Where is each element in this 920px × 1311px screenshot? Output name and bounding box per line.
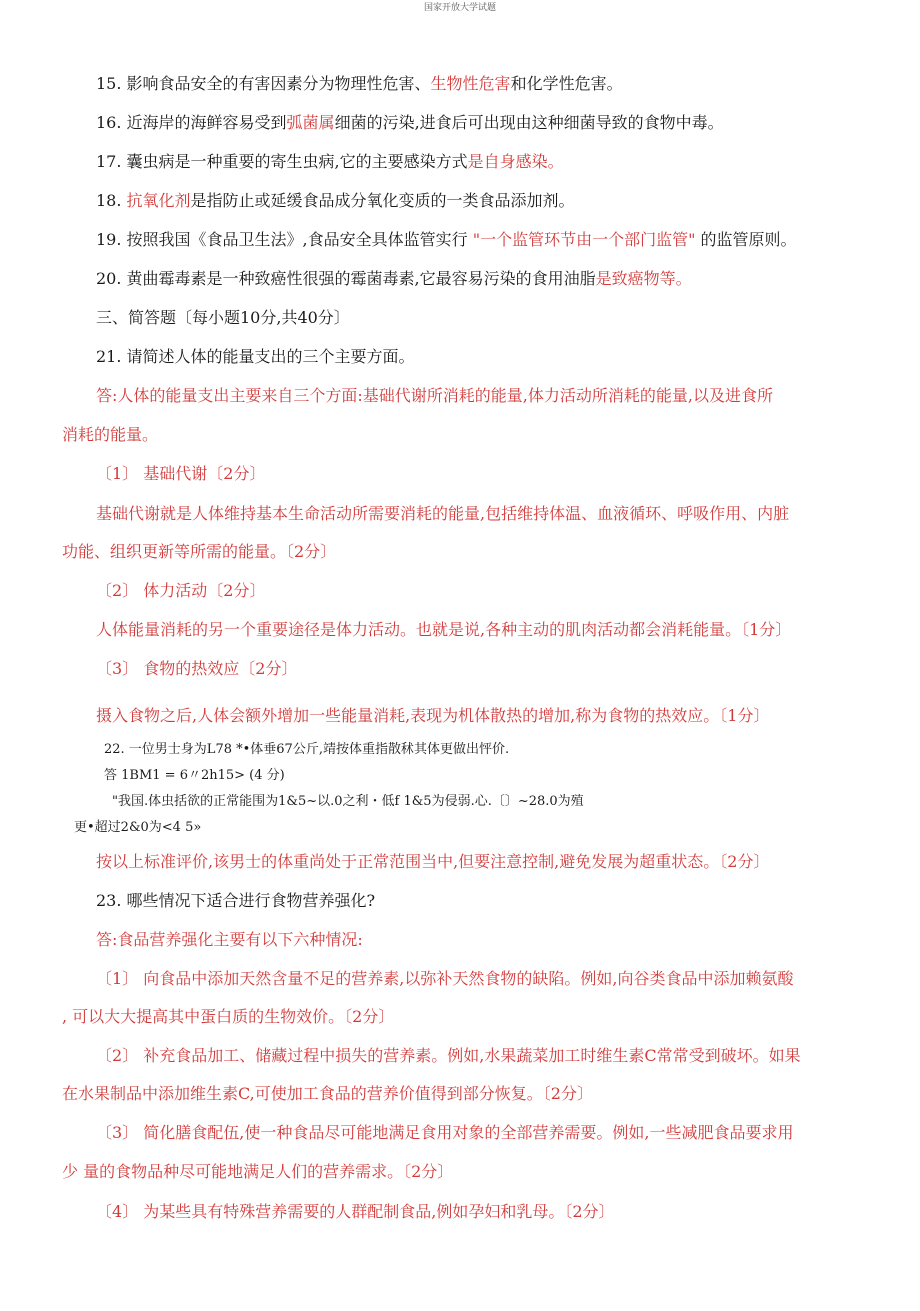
page-header: 国家开放大学试题	[423, 3, 496, 13]
question-21: 21. 请简述人体的能量支出的三个主要方面。	[96, 347, 415, 366]
q19-text-a: 19. 按照我国《食品卫生法》,食品安全具体监管实行	[96, 230, 473, 249]
question-18	[96, 191, 575, 211]
q15-text-c: 和化学性危害。	[510, 74, 623, 93]
q19-text-c: 的监管原则。	[695, 230, 797, 249]
q22-answer-line2: "我国.体虫括欲的正常能围为1&5~以.0之利・低f 1&5为侵弱.心.〔〕~28.0为殖	[112, 794, 584, 809]
q22-answer-line4: 按以上标准评价,该男士的体重尚处于正常范围当中,但要注意控制,避免发展为超重状态。〔2分〕	[96, 852, 770, 871]
q23-item2-line1: 〔2〕 补充食品加工、储藏过程中损失的营养素。例如,水果蔬菜加工时维生素C常常受到破坏。如果	[96, 1046, 801, 1065]
q17-text-a: 17. 囊虫病是一种重要的寄生虫病,它的主要感染方式	[96, 152, 468, 171]
question-17	[96, 152, 564, 172]
q17-answer: 是自身感染。	[467, 152, 564, 171]
q19-answer: "一个监管环节由一个部门监管"	[472, 230, 696, 249]
q16-text-a: 16. 近海岸的海鲜容易受到	[96, 113, 287, 132]
q21-point2-title: 〔2〕 体力活动〔2分〕	[96, 581, 266, 600]
q20-answer: 是致癌物等。	[595, 269, 692, 288]
q21-point1-title: 〔1〕 基础代谢〔2分〕	[96, 464, 266, 483]
q21-point1-line2: 功能、组织更新等所需的能量。〔2分〕	[62, 542, 337, 561]
q22-answer-line1: 答 1BM1 = 6〃2h15> (4 分)	[104, 768, 285, 783]
q18-text-c: 是指防止或延缓食品成分氧化变质的一类食品添加剂。	[190, 191, 575, 210]
q23-item2-line2: 在水果制品中添加维生素C,可使加工食品的营养价值得到部分恢复。〔2分〕	[62, 1084, 593, 1103]
question-23: 23. 哪些情况下适合进行食物营养强化?	[96, 891, 376, 910]
q21-point3-title: 〔3〕 食物的热效应〔2分〕	[96, 659, 298, 678]
question-16	[96, 113, 724, 133]
q18-text-a: 18.	[96, 191, 127, 210]
q18-answer: 抗氧化剂	[126, 191, 191, 210]
q23-item1-line2: , 可以大大提高其中蛋白质的生物效价。〔2分〕	[62, 1007, 395, 1026]
question-20	[96, 269, 692, 289]
q23-item3-line2: 少 量的食物品种尽可能地满足人们的营养需求。〔2分〕	[62, 1162, 454, 1181]
question-22: 22. 一位男士身为L78 *•体垂67公斤,靖按体重指散秫其体更做出怦价.	[104, 742, 510, 757]
q16-answer: 弧菌属	[286, 113, 335, 132]
question-19	[96, 230, 797, 250]
q21-answer-line2: 消耗的能量。	[62, 425, 159, 444]
q16-text-c: 细菌的污染,进食后可出现由这种细菌导致的食物中毒。	[334, 113, 724, 132]
q20-text-a: 20. 黄曲霉毒素是一种致癌性很强的霉菌毒素,它最容易污染的食用油脂	[96, 269, 596, 288]
section-title: 三、简答题〔每小题10分,共40分〕	[96, 308, 350, 327]
question-15	[96, 74, 623, 94]
q23-item4: 〔4〕 为某些具有特殊营养需要的人群配制食品,例如孕妇和乳母。〔2分〕	[96, 1202, 615, 1221]
q22-answer-line3: 更•超过2&0为<4 5»	[74, 820, 202, 835]
q23-item3-line1: 〔3〕 简化膳食配伍,使一种食品尽可能地满足食用对象的全部营养需要。例如,一些减肥食品要求用	[96, 1123, 794, 1142]
q23-item1-line1: 〔1〕 向食品中添加天然含量不足的营养素,以弥补天然食物的缺陷。例如,向谷类食品中添加赖氨酸	[96, 969, 794, 988]
q21-point2-line1: 人体能量消耗的另一个重要途径是体力活动。也就是说,各种主动的肌肉活动都会消耗能量。〔1分〕	[96, 620, 792, 639]
q23-answer-intro: 答:食品营养强化主要有以下六种情况:	[96, 930, 363, 949]
q15-text-a: 15. 影响食品安全的有害因素分为物理性危害、	[96, 74, 431, 93]
q21-point1-line1: 基础代谢就是人体维持基本生命活动所需要消耗的能量,包括维持体温、血液循环、呼吸作用、内脏	[96, 504, 790, 523]
q21-point3-line1: 摄入食物之后,人体会额外增加一些能量消耗,表现为机体散热的增加,称为食物的热效应。〔1分〕	[96, 706, 770, 725]
q21-answer-line1: 答:人体的能量支出主要来自三个方面:基础代谢所消耗的能量,体力活动所消耗的能量,以及进食所	[96, 386, 773, 405]
q15-answer: 生物性危害	[430, 74, 511, 93]
